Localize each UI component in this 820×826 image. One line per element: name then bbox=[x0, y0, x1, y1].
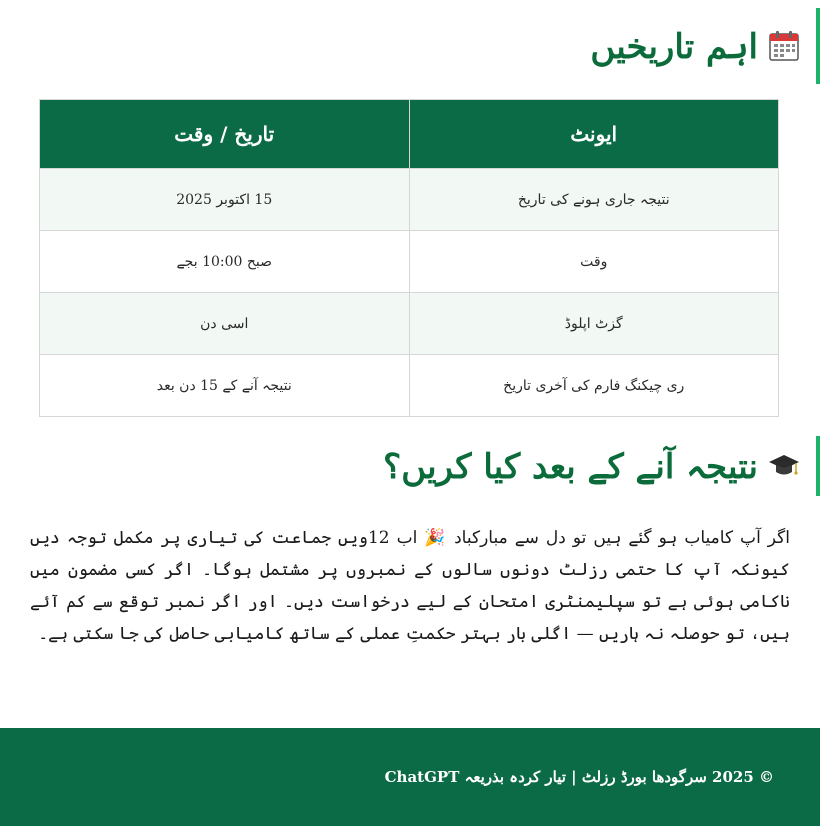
cell-datetime: اسی دن bbox=[40, 293, 409, 355]
section-header-after-result bbox=[0, 436, 820, 496]
footer bbox=[0, 728, 820, 826]
section-title bbox=[590, 26, 800, 67]
section-title-text: اہم تاریخیں bbox=[590, 26, 758, 67]
header-event: ایونٹ bbox=[409, 100, 778, 169]
cell-event: ری چیکنگ فارم کی آخری تاریخ bbox=[409, 355, 778, 417]
section-accent-bar bbox=[816, 436, 820, 496]
table-row bbox=[40, 231, 778, 293]
cell-datetime: 15 اکتوبر 2025 bbox=[40, 169, 409, 231]
dates-table bbox=[39, 99, 779, 417]
section-accent-bar bbox=[816, 8, 820, 84]
section-title bbox=[383, 446, 800, 487]
table-row bbox=[40, 169, 778, 231]
section-header-important-dates bbox=[0, 8, 820, 84]
table-row bbox=[40, 355, 778, 417]
cell-event: گزٹ اپلوڈ bbox=[409, 293, 778, 355]
graduation-cap-icon bbox=[768, 452, 800, 480]
section-title-text: نتیجہ آنے کے بعد کیا کریں؟ bbox=[383, 446, 758, 487]
advice-paragraph: اگر آپ کامیاب ہو گئے ہیں تو دل سے مبارکباد 🎉 اب 12ویں جماعت کی تیاری پر مکمل توجہ دیں کیونکہ آپ کا حتمی رزلٹ دونوں سالوں کے نمبروں پر مشتمل ہوگا۔ اگر کسی مضمون میں ناکامی ہوئی ہے تو سپلیمنٹری امتحان کے لیے درخواست دیں۔ اور اگر نمبر توقع سے کم آئے ہیں، تو حوصلہ نہ ہاریں — اگلی بار بہتر حکمتِ عملی کے ساتھ کامیابی حاصل کی جا سکتی ہے۔ bbox=[30, 528, 790, 644]
calendar-icon bbox=[768, 30, 800, 62]
cell-datetime: نتیجہ آنے کے 15 دن بعد bbox=[40, 355, 409, 417]
table-header-row bbox=[40, 100, 778, 169]
cell-event: نتیجہ جاری ہونے کی تاریخ bbox=[409, 169, 778, 231]
footer-text: © 2025 سرگودھا بورڈ رزلٹ | تیار کردہ بذریعہ ChatGPT bbox=[384, 768, 774, 786]
header-datetime: تاریخ / وقت bbox=[40, 100, 409, 169]
cell-datetime: صبح 10:00 بجے bbox=[40, 231, 409, 293]
cell-event: وقت bbox=[409, 231, 778, 293]
table-row bbox=[40, 293, 778, 355]
